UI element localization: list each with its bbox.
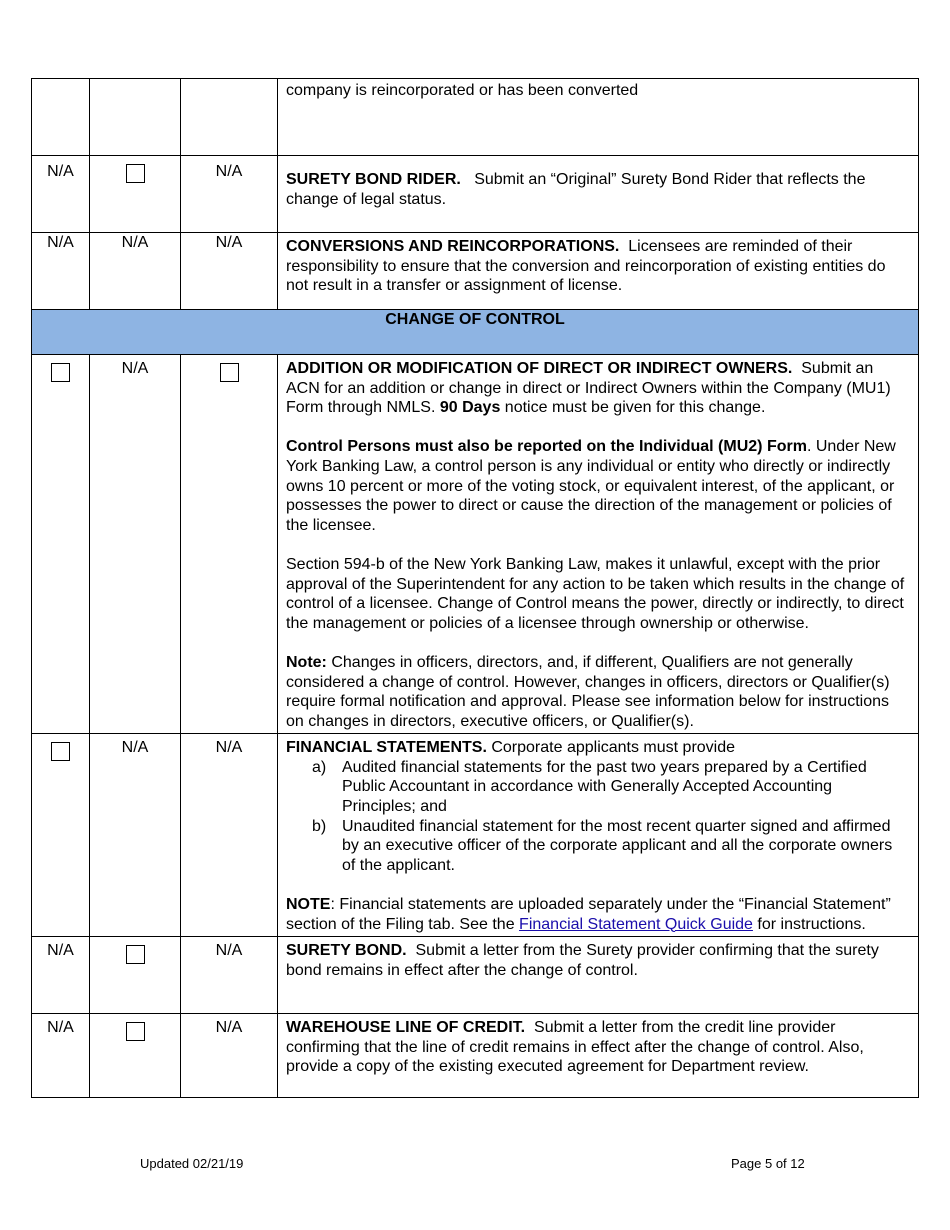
paragraph xyxy=(286,437,910,535)
requirement-text xyxy=(278,79,919,156)
na-label: N/A xyxy=(47,234,74,251)
table-row xyxy=(32,79,919,156)
cell-checkbox xyxy=(181,355,278,734)
cell-na xyxy=(90,233,181,310)
cell-na xyxy=(181,156,278,233)
cell-na xyxy=(32,233,90,310)
cell-na xyxy=(32,1014,90,1098)
requirement-text xyxy=(278,1014,919,1098)
control-persons-heading: Control Persons must also be reported on the Individual (MU2) Form xyxy=(286,438,807,456)
row-text: Changes in officers, directors, and, if different, Qualifiers are not generally considered a change of control. However, changes in officers, directors or Qualifier(s) require formal notification and approval. Please see information below for instructions on changes in directors, executive officers, or Qualifier(s). xyxy=(286,653,890,730)
financial-statement-guide-link[interactable]: Financial Statement Quick Guide xyxy=(519,915,753,933)
list-text: Audited financial statements for the past two years prepared by a Certified Public Accountant in accordance with Generally Accepted Accounting Principles; and xyxy=(342,758,867,816)
list-item xyxy=(286,817,910,876)
requirement-text xyxy=(278,734,919,937)
row-title: WAREHOUSE LINE OF CREDIT. xyxy=(286,1019,526,1037)
row-text: Submit a letter from the Surety provider confirming that the surety bond remains in effect after the change of control. xyxy=(286,942,879,979)
cell-empty xyxy=(32,79,90,156)
checkbox[interactable] xyxy=(126,1022,145,1041)
row-text: Submit an “Original” Surety Bond Rider that reflects the change of legal status. xyxy=(286,171,866,208)
table-row xyxy=(32,233,919,310)
table-row xyxy=(32,937,919,1014)
na-label: N/A xyxy=(47,163,74,180)
row-title: FINANCIAL STATEMENTS. xyxy=(286,739,487,757)
list-item xyxy=(286,758,910,817)
row-text: Section 594-b of the New York Banking Law, makes it unlawful, except with the prior approval of the Superintendent for any action to be taken which results in the change of control of a licensee. Change of Control means the power, directly or indirectly, to direct the management or policies of a licensee through ownership or otherwise. xyxy=(286,555,905,632)
row-title: CONVERSIONS AND REINCORPORATIONS. xyxy=(286,238,620,255)
paragraph xyxy=(286,555,910,633)
cell-checkbox xyxy=(90,156,181,233)
cell-na xyxy=(181,734,278,937)
checkbox[interactable] xyxy=(126,164,145,183)
cell-na xyxy=(90,355,181,734)
requirement-text xyxy=(278,937,919,1014)
cell-na xyxy=(181,1014,278,1098)
row-title: SURETY BOND. xyxy=(286,942,407,960)
paragraph xyxy=(286,738,910,758)
paragraph xyxy=(286,359,910,418)
row-text: Licensees are reminded of their responsibility to ensure that the conversion and reincorporation of existing entities do not result in a transfer or assignment of license. xyxy=(286,238,886,295)
row-text: for instructions. xyxy=(757,915,866,933)
cell-na xyxy=(181,937,278,1014)
cell-na xyxy=(32,156,90,233)
na-label: N/A xyxy=(215,234,243,251)
cell-na xyxy=(90,734,181,937)
na-label: N/A xyxy=(121,360,149,377)
checkbox[interactable] xyxy=(51,363,70,382)
list-text: Unaudited financial statement for the most recent quarter signed and affirmed by an executive officer of the corporate applicant and all the corporate owners of the applicant. xyxy=(342,817,893,874)
note-label: NOTE xyxy=(286,896,331,914)
row-text: notice must be given for this change. xyxy=(504,399,766,417)
requirement-text xyxy=(278,355,919,734)
row-title: SURETY BOND RIDER. xyxy=(286,171,461,188)
notice-days: 90 Days xyxy=(439,399,501,417)
cell-checkbox xyxy=(32,355,90,734)
checkbox[interactable] xyxy=(220,363,239,382)
row-text: company is reincorporated or has been converted xyxy=(286,82,639,99)
na-label: N/A xyxy=(215,1019,243,1037)
requirement-text xyxy=(278,156,919,233)
row-text: Submit an ACN for an addition or change in direct or Indirect Owners within the Company (MU1) Form through NMLS. xyxy=(286,360,891,417)
na-label: N/A xyxy=(215,739,243,757)
row-text: Corporate applicants must provide xyxy=(491,739,736,757)
na-label: N/A xyxy=(215,163,243,180)
section-title: CHANGE OF CONTROL xyxy=(32,310,919,355)
requirement-text xyxy=(278,233,919,310)
cell-checkbox xyxy=(90,1014,181,1098)
checkbox[interactable] xyxy=(126,945,145,964)
table-row xyxy=(32,734,919,937)
footer-updated-date: Updated 02/21/19 xyxy=(140,1156,244,1171)
cell-checkbox xyxy=(90,937,181,1014)
na-label: N/A xyxy=(121,234,149,251)
list-label: b) xyxy=(312,817,327,835)
cell-na xyxy=(181,233,278,310)
cell-empty xyxy=(181,79,278,156)
requirement-list xyxy=(286,758,910,876)
table-row xyxy=(32,156,919,233)
row-title: ADDITION OR MODIFICATION OF DIRECT OR INDIRECT OWNERS. xyxy=(286,360,793,377)
na-label: N/A xyxy=(121,739,149,757)
requirements-table xyxy=(31,78,919,1098)
table-row xyxy=(32,355,919,734)
checkbox[interactable] xyxy=(51,742,70,761)
row-text: Submit a letter from the credit line provider confirming that the line of credit remains in effect after the change of control. Also, provide a copy of the existing executed agreement for Department review. xyxy=(286,1019,864,1076)
footer-page-number: Page 5 of 12 xyxy=(731,1156,805,1171)
list-label: a) xyxy=(312,758,327,776)
note-label: Note: xyxy=(286,653,327,671)
row-text: : Financial statements are uploaded separately under the “Financial Statement” section of the Filing tab. See the xyxy=(286,896,891,933)
section-header-row xyxy=(32,310,919,355)
cell-empty xyxy=(90,79,181,156)
row-text: . Under New York Banking Law, a control person is any individual or entity who directly or indirectly owns 10 percent or more of the voting stock, or equivalent interest, of the applicant, or possesses the power to direct or cause the direction of the management or policies of the licensee. xyxy=(286,438,896,534)
na-label: N/A xyxy=(47,942,74,960)
cell-na xyxy=(32,937,90,1014)
na-label: N/A xyxy=(47,1019,74,1037)
table-row xyxy=(32,1014,919,1098)
paragraph xyxy=(286,653,910,731)
cell-checkbox xyxy=(32,734,90,937)
na-label: N/A xyxy=(215,942,243,960)
paragraph xyxy=(286,895,910,934)
